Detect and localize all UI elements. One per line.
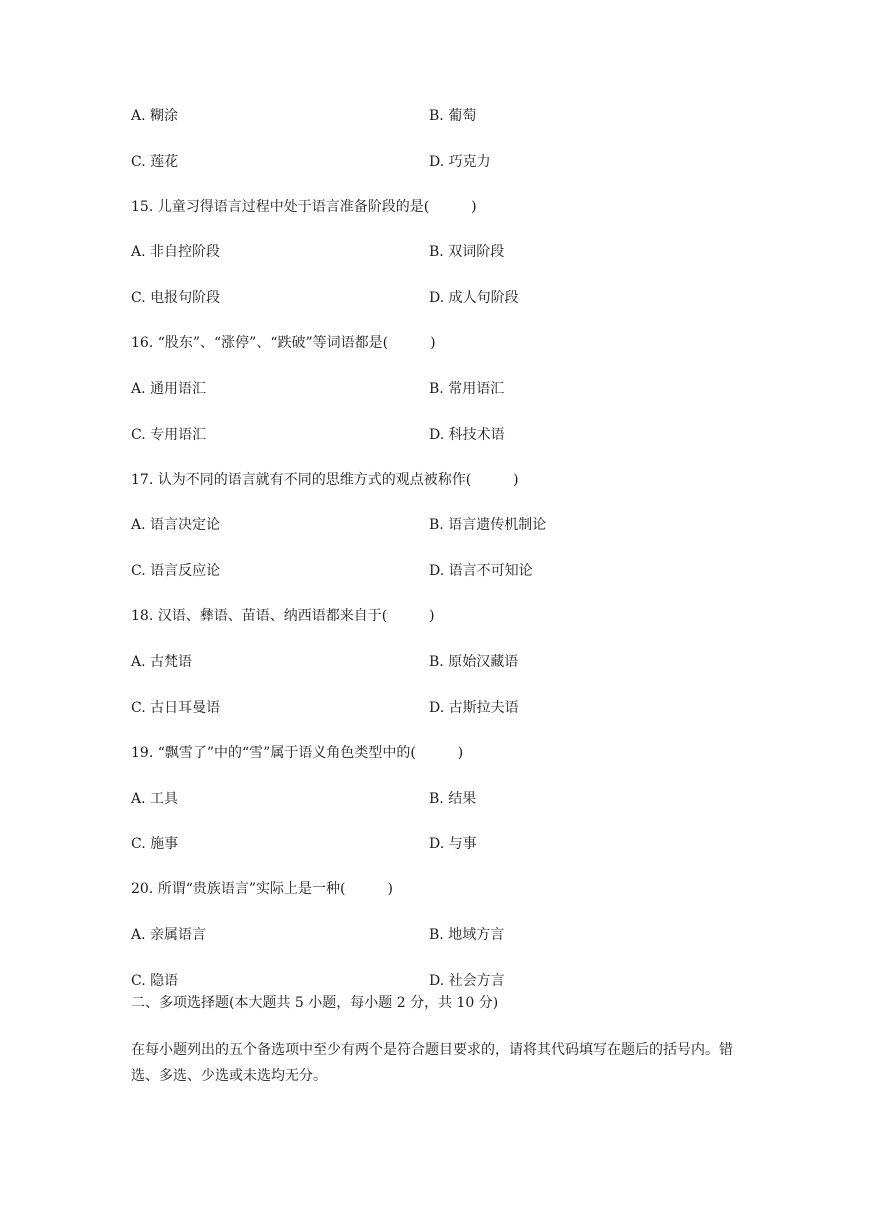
q15-stem: 15. 儿童习得语言过程中处于语言准备阶段的是( ) — [131, 199, 477, 215]
q16-option-a: A. 通用语汇 — [131, 381, 207, 397]
q14-option-b: B. 葡萄 — [429, 108, 477, 124]
q20-option-d: D. 社会方言 — [429, 973, 505, 989]
section-heading: 二、多项选择题(本大题共 5 小题，每小题 2 分，共 10 分) — [131, 995, 499, 1011]
q20-option-a: A. 亲属语言 — [131, 927, 207, 943]
q16-stem: 16. “股东”、“涨停”、“跌破”等词语都是( ) — [131, 335, 436, 351]
q19-option-d: D. 与事 — [429, 836, 477, 852]
q18-option-a: A. 古梵语 — [131, 654, 193, 670]
q17-option-c: C. 语言反应论 — [131, 563, 221, 579]
q16-option-d: D. 科技术语 — [429, 427, 505, 443]
section-instructions: 在每小题列出的五个备选项中至少有两个是符合题目要求的，请将其代码填写在题后的括号内。错选、多选、少选或未选均无分。 — [131, 1042, 733, 1084]
q19-option-c: C. 施事 — [131, 836, 179, 852]
q15-option-d: D. 成人句阶段 — [429, 290, 519, 306]
q15-option-c: C. 电报句阶段 — [131, 290, 221, 306]
q15-option-a: A. 非自控阶段 — [131, 244, 221, 260]
q18-stem: 18. 汉语、彝语、苗语、纳西语都来自于( ) — [131, 608, 435, 624]
q20-option-b: B. 地域方言 — [429, 927, 505, 943]
q19-option-b: B. 结果 — [429, 791, 477, 807]
q20-option-c: C. 隐语 — [131, 973, 179, 989]
q14-option-c: C. 莲花 — [131, 154, 179, 170]
q19-stem: 19. “飘雪了”中的“雪”属于语义角色类型中的( ) — [131, 745, 464, 761]
q20-stem: 20. 所谓“贵族语言”实际上是一种( ) — [131, 881, 393, 897]
q16-option-c: C. 专用语汇 — [131, 427, 207, 443]
q18-option-d: D. 古斯拉夫语 — [429, 700, 519, 716]
q19-option-a: A. 工具 — [131, 791, 179, 807]
q14-option-d: D. 巧克力 — [429, 154, 491, 170]
q17-option-b: B. 语言遗传机制论 — [429, 517, 547, 533]
q18-option-c: C. 古日耳曼语 — [131, 700, 221, 716]
q16-option-b: B. 常用语汇 — [429, 381, 505, 397]
q17-option-d: D. 语言不可知论 — [429, 563, 533, 579]
q15-option-b: B. 双词阶段 — [429, 244, 505, 260]
q17-stem: 17. 认为不同的语言就有不同的思维方式的观点被称作( ) — [131, 472, 519, 488]
q14-option-a: A. 糊涂 — [131, 108, 179, 124]
q17-option-a: A. 语言决定论 — [131, 517, 221, 533]
q18-option-b: B. 原始汉藏语 — [429, 654, 519, 670]
